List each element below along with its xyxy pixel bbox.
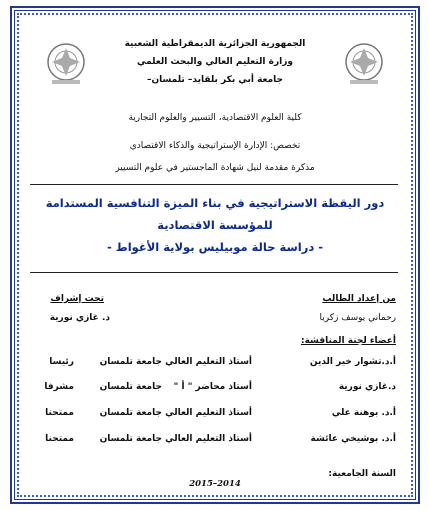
title-top-rule — [30, 184, 398, 185]
title-bottom-rule — [30, 272, 398, 273]
member-name: د.غازي نورية — [338, 382, 396, 392]
member-name: أ.د. بوهنة علي — [331, 408, 396, 418]
committee-label: أعضاء لجنة المناقشة: — [300, 336, 396, 346]
member-rank: أستاذ التعليم العالي — [165, 408, 252, 418]
thesis-title-line3: - دراسة حالة موبيليس بولاية الأغواط - — [106, 240, 324, 254]
academic-year: 2015–2014 — [189, 479, 241, 489]
student-name: رحماني يوسف زكريا — [319, 313, 396, 323]
academic-year-label: السنة الجامعية: — [328, 469, 396, 479]
member-name: أ.د. بوشيخي عائشة — [310, 434, 396, 444]
member-name: أ.د.تشوار خير الدين — [309, 357, 396, 367]
member-university: جامعة تلمسان — [99, 434, 162, 444]
university-line: جامعة أبي بكر بلقايد– تلمسان– — [146, 75, 284, 85]
member-role: رئيسا — [49, 357, 74, 367]
memo-line: مذكرة مقدمة لنيل شهادة الماجستير في علوم التسيير — [115, 163, 315, 173]
member-role: ممتحنا — [45, 408, 74, 418]
member-rank: أستاذ التعليم العالي — [165, 357, 252, 367]
republic-line: الجمهورية الجزائرية الديمقراطية الشعبية — [124, 39, 306, 49]
specialty-line: تخصص: الإدارة الإستراتيجية والذكاء الاقتصادي — [129, 141, 301, 151]
thesis-title-line1: دور اليقظة الاستراتيجية في بناء الميزة التنافسية المستدامة — [45, 196, 385, 210]
member-rank: أستاذ التعليم العالي — [165, 434, 252, 444]
thesis-title-line2: للمؤسسة الاقتصادية — [157, 218, 273, 232]
faculty-line: كلية العلوم الاقتصادية، التسيير والعلوم التجارية — [128, 113, 302, 123]
member-rank: أستاذ محاضر " أ " — [173, 382, 252, 392]
member-role: مشرفا — [44, 382, 74, 392]
ministry-line: وزارة التعليم العالي والبحث العلمي — [136, 57, 294, 67]
member-role: ممتحنا — [45, 434, 74, 444]
prepared-by-label: من إعداد الطالب — [322, 294, 396, 304]
member-university: جامعة تلمسان — [99, 382, 162, 392]
supervisor-name: د. غازي نورية — [49, 313, 110, 323]
member-university: جامعة تلمسان — [99, 408, 162, 418]
member-university: جامعة تلمسان — [99, 357, 162, 367]
supervisor-label: تحت إشراف — [50, 294, 104, 304]
